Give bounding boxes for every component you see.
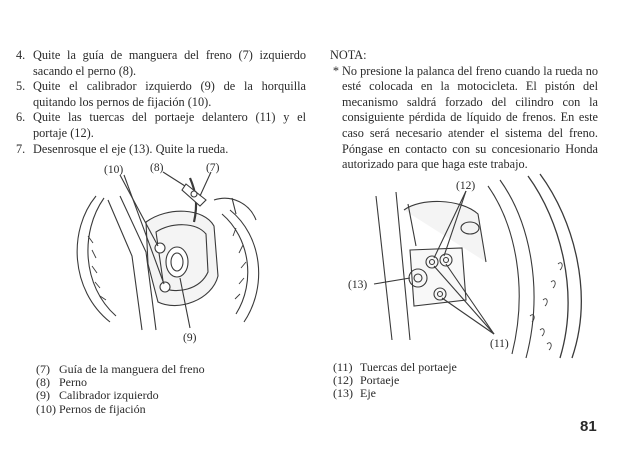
legend-left (36, 363, 205, 416)
step-text: Quite las tuercas del portaeje delantero (11) y el portaje (12). (33, 110, 306, 140)
callout-12: (12) (456, 180, 476, 192)
callout-7: (7) (206, 162, 220, 174)
callout-10: (10) (104, 164, 124, 176)
asterisk-icon: * (332, 63, 340, 78)
legend-label: Eje (360, 386, 376, 401)
legend-key: (8) (36, 375, 50, 390)
legend-label: Guía de la manguera del freno (59, 362, 205, 376)
callout-11: (11) (490, 338, 509, 350)
step-text: Desenrosque el eje (13). Quite la rueda. (33, 141, 229, 156)
legend-key: (9) (36, 388, 50, 403)
step-text: Quite la guía de manguera del freno (7) izquierdo sacando el perno (8). (33, 48, 306, 78)
note-title: NOTA: (330, 48, 367, 62)
legend-item (36, 389, 205, 402)
legend-label: Calibrador izquierdo (59, 388, 159, 403)
step-number: 4. (16, 48, 26, 62)
legend-key: (13) (333, 386, 353, 401)
legend-item (333, 387, 457, 400)
step-number: 7. (16, 141, 26, 156)
legend-key: (12) (333, 373, 353, 388)
step-number: 5. (16, 79, 26, 94)
legend-label: Tuercas del portaeje (360, 360, 457, 374)
callout-13: (13) (348, 279, 368, 291)
step-number: 6. (16, 110, 26, 125)
legend-label: Portaeje (360, 373, 400, 388)
callout-8: (8) (150, 162, 164, 174)
step-text: Quite el calibrador izquierdo (9) de la horquilla quitando los pernos de fijación (10). (33, 79, 306, 109)
page-number: 81 (580, 418, 597, 435)
legend-key: (10) (36, 401, 56, 416)
note-text: No presione la palanca del freno cuando la rueda no esté colocada en la motocicleta. El pistón del mecanismo saldrá forzado del cilindro con la consiguiente pérdida de líquido de frenos. En este caso será necesario atender el sistema del freno. Póngase en contacto con su concesionario Honda autorizado para que haga este trabajo. (342, 63, 598, 172)
legend-label: Perno (59, 375, 87, 390)
legend-key: (7) (36, 362, 50, 376)
legend-item (36, 403, 205, 416)
legend-right (333, 361, 457, 401)
legend-key: (11) (333, 360, 353, 374)
legend-label: Pernos de fijación (59, 401, 146, 416)
callout-9: (9) (183, 332, 197, 344)
